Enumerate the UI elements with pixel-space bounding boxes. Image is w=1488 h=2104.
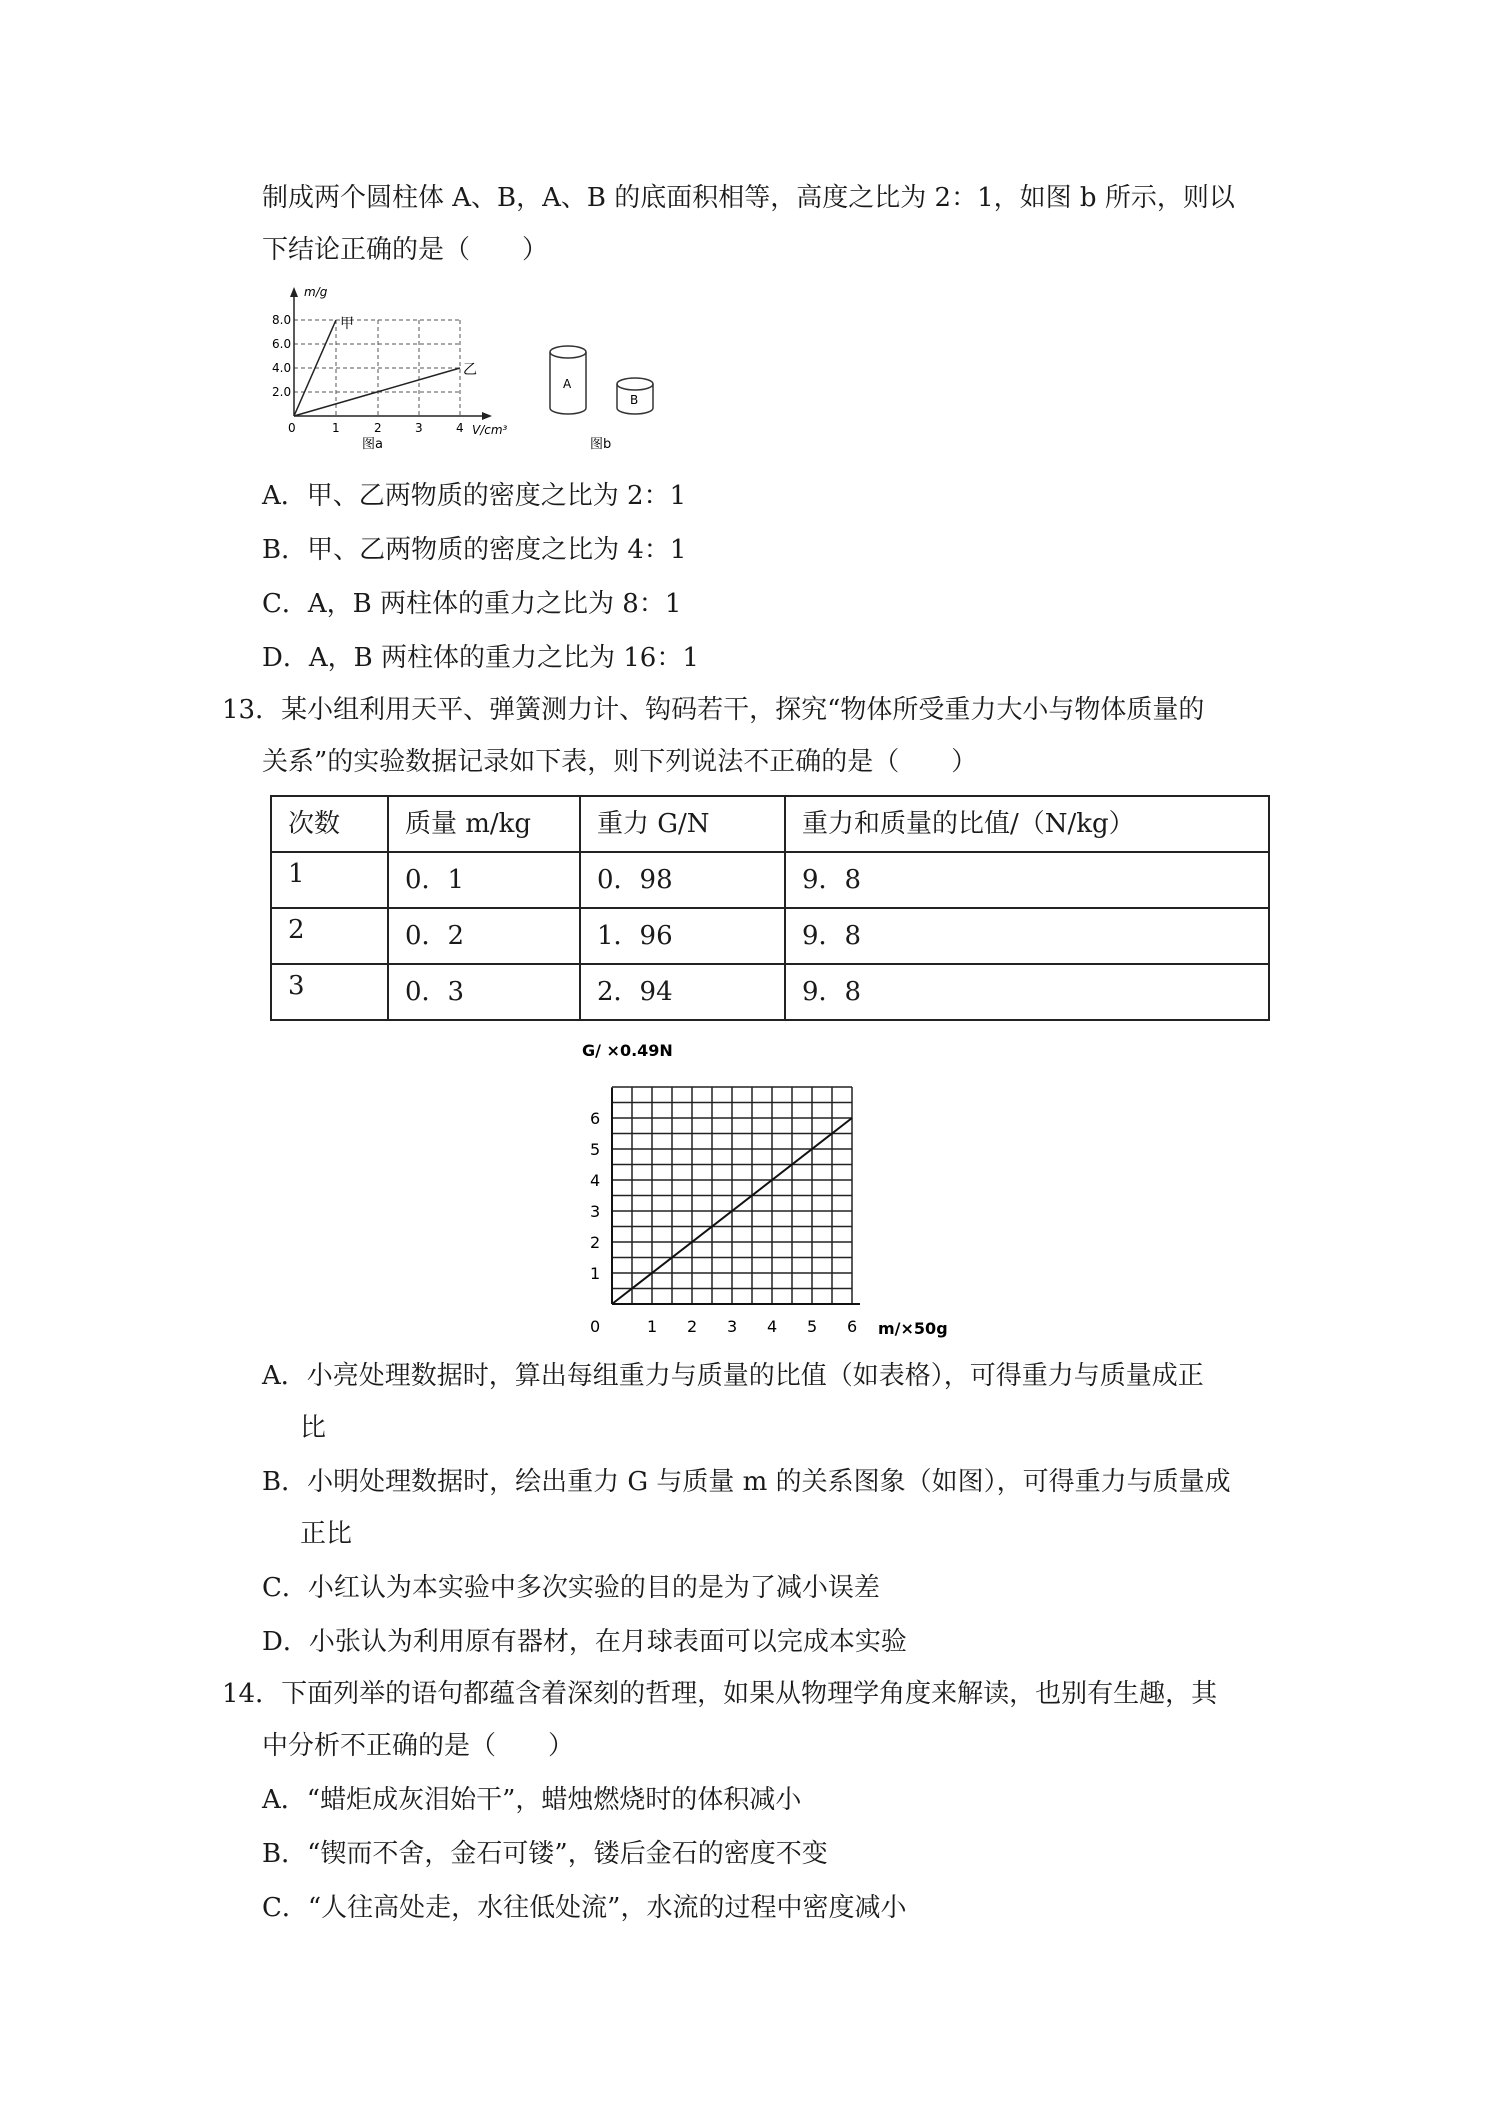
q14-stem-line1: 14．下面列举的语句都蕴含着深刻的哲理，如果从物理学角度来解读，也别有生趣，其 — [222, 1679, 1218, 1709]
x-axis-label: m/×50g — [878, 1319, 948, 1338]
line-yi-label: 乙 — [463, 362, 477, 378]
q12-option-c: C．A，B 两柱体的重力之比为 8：1 — [262, 589, 682, 619]
table-header: 次数 — [271, 796, 388, 852]
table-cell: 2 — [271, 908, 388, 964]
figure-b-caption: 图b — [590, 437, 612, 452]
q12-option-d: D．A，B 两柱体的重力之比为 16：1 — [262, 643, 699, 673]
q14-option-c: C．“人往高处走，水往低处流”，水流的过程中密度减小 — [262, 1893, 907, 1923]
table-cell: 9．8 — [785, 964, 1269, 1020]
q12-stem-line1: 制成两个圆柱体 A、B，A、B 的底面积相等，高度之比为 2：1，如图 b 所示，则以 — [262, 183, 1235, 213]
q13-option-d: D．小张认为利用原有器材，在月球表面可以完成本实验 — [262, 1627, 907, 1657]
figure-a-caption: 图a — [362, 437, 383, 452]
table-cell: 1 — [271, 852, 388, 908]
y-tick-label: 2 — [590, 1233, 601, 1252]
cylinder-a-label: A — [563, 377, 572, 391]
table-row — [271, 908, 1269, 964]
x-tick-label: 1 — [332, 421, 340, 435]
y-tick-label: 1 — [590, 1264, 601, 1283]
q13-option-a-line2: 比 — [300, 1413, 327, 1443]
q12-stem-line2: 下结论正确的是（ ） — [262, 235, 549, 265]
x-tick-label: 1 — [647, 1317, 658, 1336]
q14-option-b: B．“锲而不舍，金石可镂”，镂后金石的密度不变 — [262, 1839, 828, 1869]
q14-stem-line2: 中分析不正确的是（ ） — [262, 1731, 575, 1761]
table-cell: 0．3 — [388, 964, 580, 1020]
cylinder-b-label: B — [630, 393, 639, 407]
table-cell: 9．8 — [785, 852, 1269, 908]
y-tick-label: 2.0 — [272, 385, 292, 399]
y-axis-label: G/ ×0.49N — [582, 1041, 673, 1060]
x-tick-label: 3 — [727, 1317, 738, 1336]
x-tick-label: 0 — [590, 1317, 601, 1336]
y-tick-label: 4 — [590, 1171, 601, 1190]
table-cell: 3 — [271, 964, 388, 1020]
x-axis-label: V/cm³ — [472, 423, 508, 437]
x-tick-label: 6 — [847, 1317, 858, 1336]
table-cell: 2．94 — [580, 964, 785, 1020]
q13-option-a-line1: A．小亮处理数据时，算出每组重力与质量的比值（如表格），可得重力与质量成正 — [262, 1361, 1204, 1391]
x-tick-label: 2 — [687, 1317, 698, 1336]
y-tick-label: 6 — [590, 1109, 601, 1128]
q14-option-a: A．“蜡炬成灰泪始干”，蜡烛燃烧时的体积减小 — [262, 1785, 802, 1815]
x-tick-label: 5 — [807, 1317, 818, 1336]
y-axis-arrow — [290, 287, 298, 297]
table-cell: 1．96 — [580, 908, 785, 964]
table-row — [271, 964, 1269, 1020]
q13-option-c: C．小红认为本实验中多次实验的目的是为了减小误差 — [262, 1573, 880, 1603]
table-row — [271, 852, 1269, 908]
x-tick-label: 4 — [456, 421, 464, 435]
q13-graph — [560, 1040, 970, 1340]
table-header-row — [271, 796, 1269, 852]
x-axis-arrow — [482, 412, 492, 420]
x-tick-label: 0 — [288, 421, 296, 435]
q12-option-a: A．甲、乙两物质的密度之比为 2：1 — [262, 481, 687, 511]
table-cell: 0．98 — [580, 852, 785, 908]
x-tick-label: 4 — [767, 1317, 778, 1336]
table-header: 质量 m/kg — [388, 796, 580, 852]
y-tick-label: 5 — [590, 1140, 601, 1159]
y-tick-label: 3 — [590, 1202, 601, 1221]
y-tick-label: 8.0 — [272, 313, 292, 327]
q13-option-b-line1: B．小明处理数据时，绘出重力 G 与质量 m 的关系图象（如图），可得重力与质量成 — [262, 1467, 1231, 1497]
table-header: 重力和质量的比值/（N/kg） — [785, 796, 1269, 852]
table-cell: 0．1 — [388, 852, 580, 908]
figure-a-graph — [270, 282, 520, 452]
q12-option-b: B．甲、乙两物质的密度之比为 4：1 — [262, 535, 687, 565]
y-tick-label: 4.0 — [272, 361, 292, 375]
figure-b-cylinders — [540, 338, 680, 458]
y-tick-label: 6.0 — [272, 337, 292, 351]
q13-option-b-line2: 正比 — [300, 1519, 353, 1549]
q13-data-table — [270, 795, 1270, 1021]
line-jia-label: 甲 — [340, 316, 354, 332]
table-header: 重力 G/N — [580, 796, 785, 852]
grid — [612, 1087, 852, 1304]
x-tick-label: 3 — [415, 421, 423, 435]
q13-stem-line1: 13．某小组利用天平、弹簧测力计、钩码若干，探究“物体所受重力大小与物体质量的 — [222, 695, 1205, 725]
x-tick-label: 2 — [374, 421, 382, 435]
table-cell: 9．8 — [785, 908, 1269, 964]
q13-stem-line2: 关系”的实验数据记录如下表，则下列说法不正确的是（ ） — [262, 747, 978, 777]
table-cell: 0．2 — [388, 908, 580, 964]
y-axis-label: m/g — [304, 285, 328, 299]
